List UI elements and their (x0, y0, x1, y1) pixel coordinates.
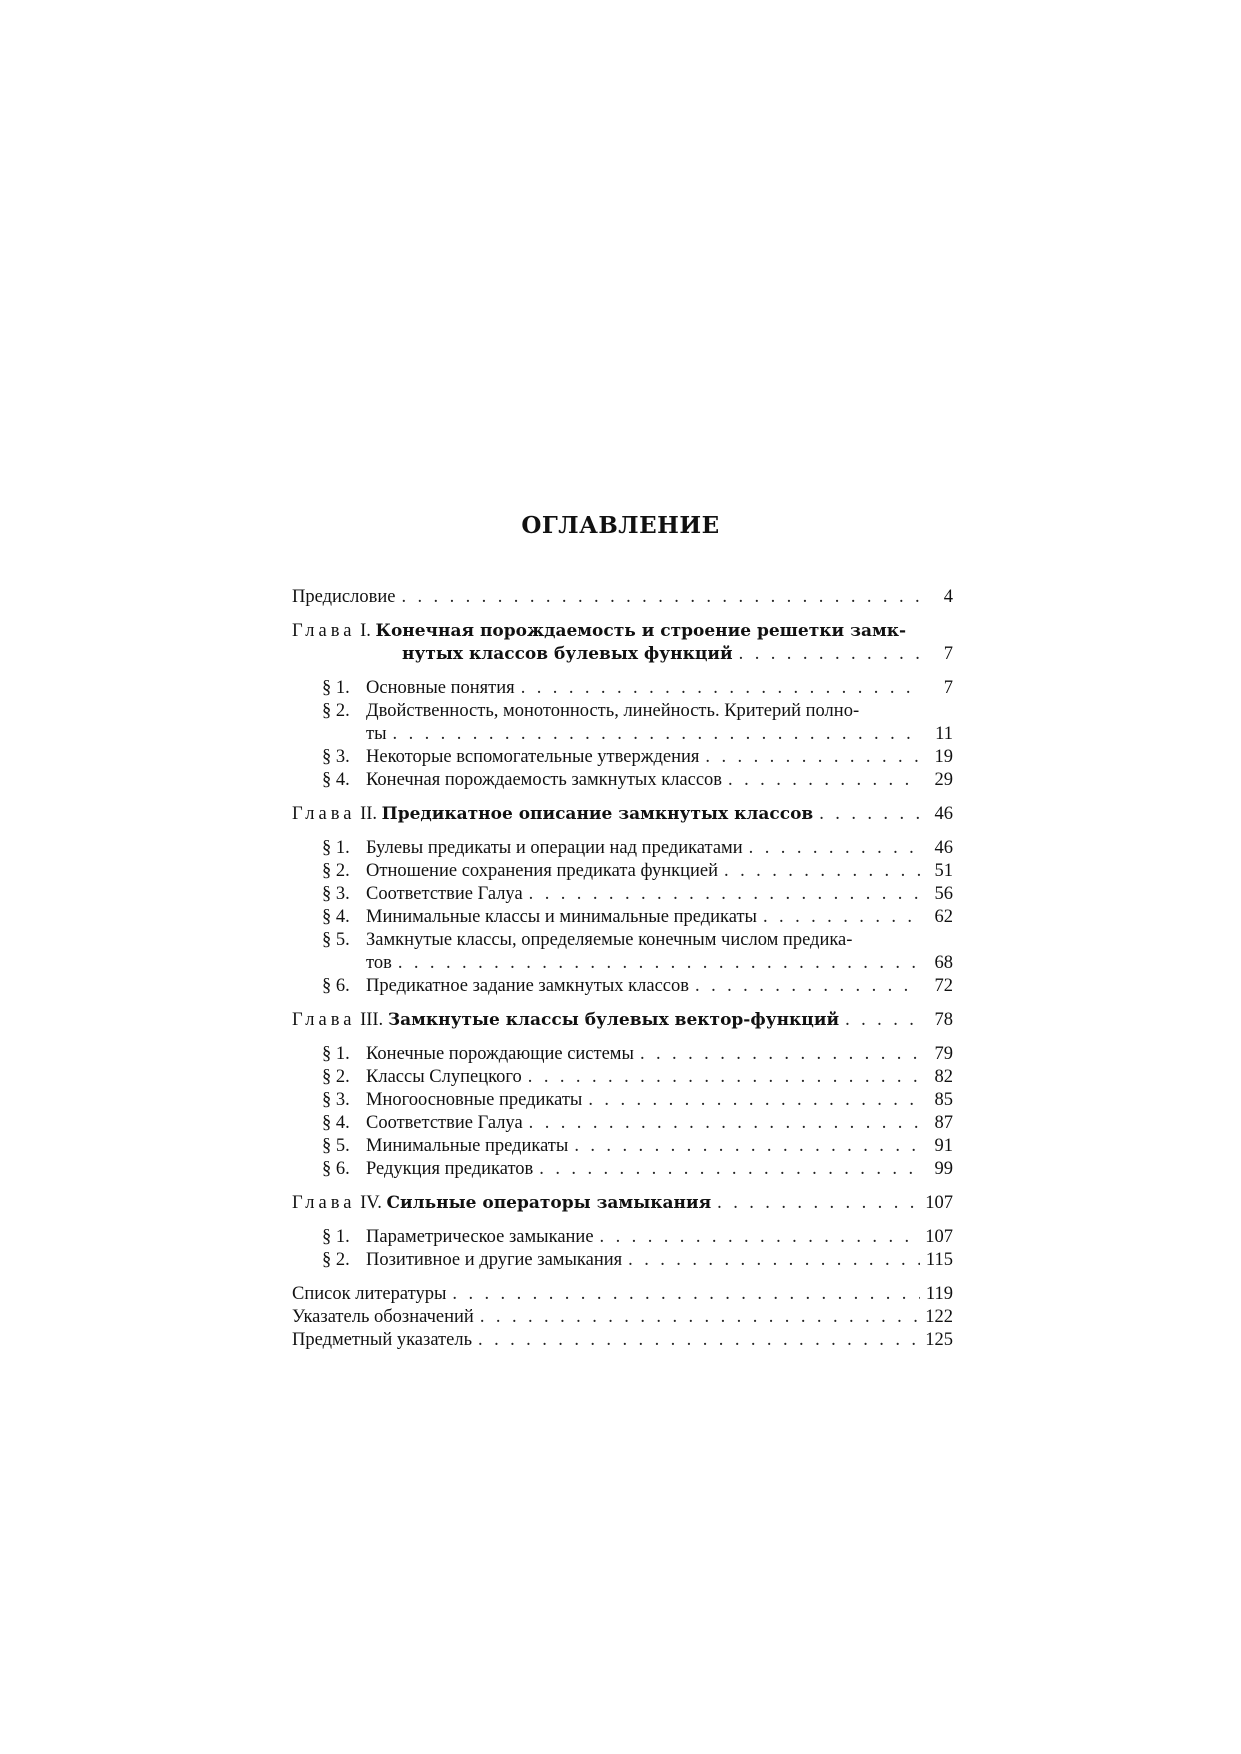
dot-leader (705, 746, 921, 769)
toc-entry-notation-index[interactable] (292, 1306, 953, 1329)
dot-leader (452, 1283, 920, 1306)
chapter-word: Глава (292, 804, 356, 824)
toc-page-number: 115 (925, 1250, 953, 1270)
toc-section[interactable] (292, 1043, 953, 1066)
section-title: Параметрическое замыкание (366, 1227, 594, 1247)
toc-entry-label: Список литературы (292, 1284, 447, 1304)
toc-section[interactable] (292, 1089, 953, 1112)
toc-page-number: 7 (943, 678, 953, 698)
dot-leader (539, 1158, 921, 1181)
section-title: Конечная порождаемость замкнутых классов (366, 770, 723, 790)
section-title: Соответствие Галуа (366, 1113, 523, 1133)
dot-leader (588, 1089, 921, 1112)
toc-section[interactable] (292, 1066, 953, 1089)
toc-page-number: 79 (934, 1044, 953, 1064)
toc-entry-label: Предисловие (292, 587, 396, 607)
dot-leader (695, 975, 921, 998)
toc-section[interactable] (292, 1112, 953, 1135)
toc-section[interactable] (292, 1158, 953, 1181)
section-title: Позитивное и другие замыкания (366, 1250, 623, 1270)
dot-leader (728, 769, 921, 792)
toc-entry-preface[interactable] (292, 586, 953, 609)
toc-page-number: 91 (934, 1136, 953, 1156)
section-number: § 5. (322, 930, 350, 950)
section-number: § 6. (322, 1159, 350, 1179)
toc-page-number: 107 (925, 1227, 953, 1247)
section-number: § 4. (322, 1113, 350, 1133)
section-number: § 3. (322, 747, 350, 767)
dot-leader (717, 1192, 919, 1215)
toc-page-number: 29 (934, 770, 953, 790)
toc-section[interactable] (292, 700, 953, 746)
section-number: § 2. (322, 1067, 350, 1087)
toc-section[interactable] (292, 746, 953, 769)
toc-page-number: 87 (934, 1113, 953, 1133)
section-title: Основные понятия (366, 678, 515, 698)
toc-entry-label: Предметный указатель (292, 1330, 473, 1350)
table-of-contents (292, 586, 953, 1352)
section-title: Минимальные предикаты (366, 1136, 569, 1156)
chapter-title: Предикатное описание замкнутых классов (381, 804, 814, 824)
section-number: § 2. (322, 1250, 350, 1270)
chapter-number: I. (360, 621, 371, 641)
dot-leader (628, 1249, 920, 1272)
dot-leader (600, 1226, 920, 1249)
toc-section[interactable] (292, 860, 953, 883)
section-number: § 1. (322, 1044, 350, 1064)
toc-page-number: 19 (934, 747, 953, 767)
dot-leader (529, 883, 921, 906)
toc-section[interactable] (292, 677, 953, 700)
toc-page-number: 51 (934, 861, 953, 881)
dot-leader (480, 1306, 919, 1329)
section-title: Многоосновные предикаты (366, 1090, 583, 1110)
page-title: ОГЛАВЛЕНИЕ (521, 512, 720, 539)
chapter-title: Конечная порождаемость и строение решетки замк- (375, 621, 907, 641)
toc-section[interactable] (292, 883, 953, 906)
section-title: Редукция предикатов (366, 1159, 534, 1179)
section-title: Минимальные классы и минимальные предикаты (366, 907, 757, 927)
toc-entry-references[interactable] (292, 1283, 953, 1306)
dot-leader (574, 1135, 921, 1158)
dot-leader (478, 1329, 919, 1352)
chapter-number: III. (360, 1010, 384, 1030)
toc-page-number: 56 (934, 884, 953, 904)
section-number: § 1. (322, 1227, 350, 1247)
chapter-word: Глава (292, 1010, 356, 1030)
toc-page-number: 122 (925, 1307, 953, 1327)
section-title: Замкнутые классы, определяемые конечным числом предика- (366, 930, 853, 950)
section-title: Булевы предикаты и операции над предикатами (366, 838, 743, 858)
chapter-2[interactable] (292, 803, 953, 826)
toc-page-number: 125 (925, 1330, 953, 1350)
section-title: Отношение сохранения предиката функцией (366, 861, 719, 881)
section-number: § 4. (322, 907, 350, 927)
toc-section[interactable] (292, 906, 953, 929)
section-title: Конечные порождающие системы (366, 1044, 634, 1064)
toc-page-number: 85 (934, 1090, 953, 1110)
section-number: § 5. (322, 1136, 350, 1156)
dot-leader (819, 803, 921, 826)
dot-leader (763, 906, 921, 929)
chapter-4[interactable] (292, 1192, 953, 1215)
toc-page-number: 82 (934, 1067, 953, 1087)
section-number: § 2. (322, 861, 350, 881)
toc-entry-label: Указатель обозначений (292, 1307, 474, 1327)
chapter-title: Замкнутые классы булевых вектор-функций (387, 1010, 840, 1030)
section-number: § 3. (322, 884, 350, 904)
toc-section[interactable] (292, 1249, 953, 1272)
toc-section[interactable] (292, 929, 953, 975)
chapter-1[interactable] (292, 620, 953, 666)
section-title: Двойственность, монотонность, линейность. Критерий полно- (366, 701, 860, 721)
toc-page-number: 11 (935, 724, 953, 744)
dot-leader (724, 860, 921, 883)
toc-page-number: 68 (934, 953, 953, 973)
section-title-continued: ты (366, 724, 387, 744)
dot-leader (845, 1009, 921, 1032)
section-number: § 6. (322, 976, 350, 996)
chapter-number: II. (360, 804, 378, 824)
chapter-word: Глава (292, 621, 356, 641)
section-number: § 3. (322, 1090, 350, 1110)
section-number: § 2. (322, 701, 350, 721)
dot-leader (749, 837, 921, 860)
section-number: § 4. (322, 770, 350, 790)
dot-leader (739, 643, 921, 666)
toc-section[interactable] (292, 975, 953, 998)
toc-page-number: 119 (925, 1284, 953, 1304)
section-title: Предикатное задание замкнутых классов (366, 976, 690, 996)
dot-leader (401, 586, 921, 609)
dot-leader (529, 1112, 921, 1135)
chapter-title: Сильные операторы замыкания (386, 1193, 712, 1213)
toc-entry-subject-index[interactable] (292, 1329, 953, 1352)
toc-page-number: 4 (943, 587, 953, 607)
chapter-word: Глава (292, 1193, 356, 1213)
toc-section[interactable] (292, 1226, 953, 1249)
toc-page-number: 46 (934, 804, 953, 824)
section-title: Классы Слупецкого (366, 1067, 522, 1087)
toc-page-number: 107 (925, 1193, 953, 1213)
chapter-number: IV. (360, 1193, 382, 1213)
dot-leader (528, 1066, 921, 1089)
section-number: § 1. (322, 838, 350, 858)
toc-section[interactable] (292, 1135, 953, 1158)
dot-leader (398, 952, 921, 975)
toc-page-number: 46 (934, 838, 953, 858)
dot-leader (521, 677, 921, 700)
toc-page-number: 78 (934, 1010, 953, 1030)
chapter-title-continued: нутых классов булевых функций (402, 644, 733, 664)
toc-page-number: 7 (943, 644, 953, 664)
section-title: Соответствие Галуа (366, 884, 523, 904)
dot-leader (640, 1043, 921, 1066)
toc-page-number: 99 (934, 1159, 953, 1179)
toc-page-number: 62 (934, 907, 953, 927)
section-number: § 1. (322, 678, 350, 698)
dot-leader (393, 723, 921, 746)
toc-page-number: 72 (934, 976, 953, 996)
section-title: Некоторые вспомогательные утверждения (366, 747, 700, 767)
toc-section[interactable] (292, 769, 953, 792)
chapter-3[interactable] (292, 1009, 953, 1032)
section-title-continued: тов (366, 953, 392, 973)
toc-section[interactable] (292, 837, 953, 860)
